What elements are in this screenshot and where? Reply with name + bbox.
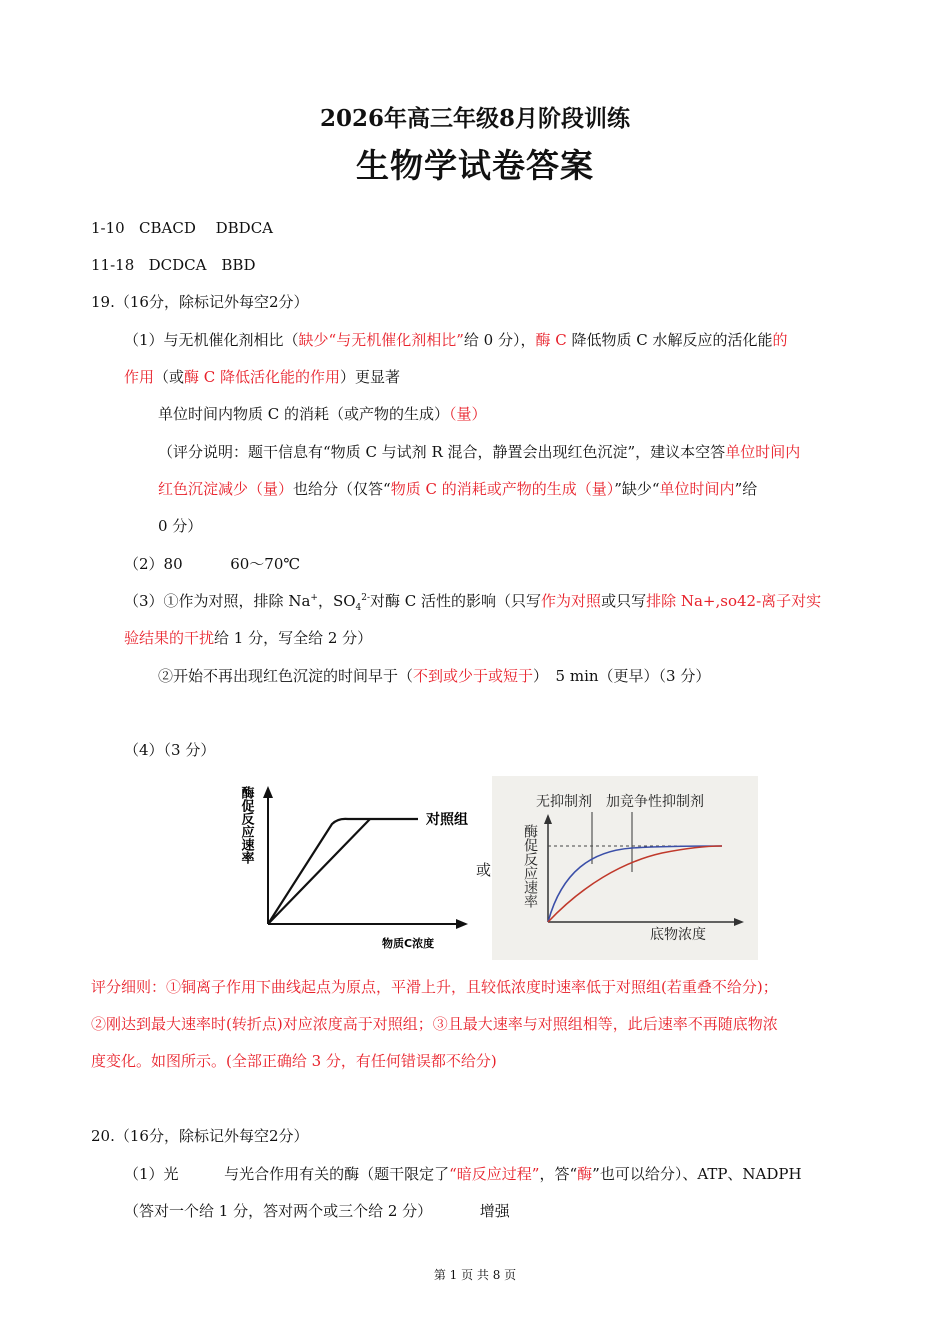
- text: （或: [154, 368, 185, 386]
- answer-range: 1-10: [91, 219, 125, 237]
- text: ） 5 min（更早）（3 分）: [533, 667, 711, 685]
- red-text: 验结果的干扰: [124, 629, 215, 647]
- graph-inhibitor: [492, 776, 758, 960]
- q19-part1-line1: [124, 330, 788, 350]
- text: 或只写: [601, 592, 647, 610]
- graph2-label-competitive: 加竞争性抑制剂: [606, 794, 704, 810]
- text: ”给: [734, 480, 758, 498]
- graph2-label-no-inhibitor: 无抑制剂: [536, 794, 592, 810]
- graph1-series-label: 对照组: [426, 812, 468, 828]
- q20-part1-line1: [124, 1164, 802, 1184]
- text: 60～70℃: [230, 555, 301, 573]
- q19-part4: （4）（3 分）: [124, 741, 216, 759]
- q20-heading: 20.（16分，除标记外每空2分）: [91, 1127, 309, 1145]
- q19-note-line1: [158, 442, 800, 462]
- red-text: 作用: [124, 368, 155, 386]
- red-text: 酶 C: [535, 331, 567, 349]
- red-text: “暗反应过程”: [449, 1165, 540, 1183]
- red-text: 红色沉淀减少（量）: [158, 480, 294, 498]
- red-text: 酶: [577, 1165, 593, 1183]
- answer-range: 11-18: [91, 256, 135, 274]
- text: 对酶 C 活性的影响（只写: [370, 592, 542, 610]
- superscript: +: [310, 593, 318, 603]
- red-text: 不到或少于或短于: [413, 667, 534, 685]
- scoring-rule-line1: 评分细则：①铜离子作用下曲线起点为原点，平滑上升，且较低浓度时速率低于对照组(若重叠不给分)；: [91, 978, 778, 996]
- subscript: 4: [355, 603, 362, 613]
- text: ）更显著: [340, 368, 401, 386]
- text: 给 1 分，写全给 2 分）: [214, 629, 373, 647]
- text: 也给分（仅答“: [293, 480, 391, 498]
- exam-title: 2026年高三年级8月阶段训练: [319, 105, 631, 132]
- text: （1）与无机催化剂相比（: [124, 331, 299, 349]
- answer-row-1: [91, 218, 273, 238]
- exam-subtitle: 生物学试卷答案: [356, 146, 594, 185]
- red-text: 缺少“与无机催化剂相比”: [298, 331, 464, 349]
- q19-part1-line2: [124, 367, 400, 387]
- answer-keys: DCDCA BBD: [148, 256, 256, 274]
- text: （3）①作为对照，排除 Na: [124, 592, 311, 610]
- or-label: 或: [476, 861, 492, 879]
- red-text: 排除 Na+,so42-离子对实: [646, 592, 822, 610]
- text: 单位时间内物质 C 的消耗（或产物的生成）: [158, 405, 450, 423]
- q19-part1-line3: [158, 404, 487, 424]
- text: 给 0 分），: [463, 331, 536, 349]
- red-text: 的: [772, 331, 788, 349]
- text: ，答“: [539, 1165, 578, 1183]
- graph1-ylabel: 酶促反应速率: [238, 786, 254, 864]
- superscript: 2-: [361, 593, 371, 603]
- graph-control-group: [236, 778, 476, 954]
- page-footer: 第 1 页 共 8 页: [433, 1268, 517, 1282]
- q19-note-line3: 0 分）: [158, 517, 203, 535]
- text: ”缺少“: [614, 480, 660, 498]
- red-text: （量）: [449, 405, 487, 423]
- graph2-xlabel: 底物浓度: [650, 927, 706, 943]
- red-text: 单位时间内: [659, 480, 735, 498]
- q19-part2: [124, 554, 300, 574]
- graph1-y-arrow: [263, 786, 273, 798]
- red-text: 作为对照: [541, 592, 602, 610]
- q20-part1-line2: [124, 1201, 510, 1221]
- scoring-rule-line2: ②刚达到最大速率时(转折点)对应浓度高于对照组；③且最大速率与对照组相等，此后速率不再随底物浓: [91, 1015, 778, 1033]
- text: ，SO: [317, 592, 356, 610]
- answer-keys: CBACD DBDCA: [139, 219, 274, 237]
- text: 与光合作用有关的酶（题干限定了: [224, 1165, 450, 1183]
- text: 增强: [479, 1202, 510, 1220]
- graph1-xlabel: 物质C浓度: [382, 937, 435, 950]
- scoring-rule-line3: 度变化。如图所示。(全部正确给 3 分，有任何错误都不给分): [91, 1052, 497, 1070]
- graph2-ylabel: 酶促反应速率: [522, 824, 538, 908]
- graph1-control-curve: [268, 819, 418, 924]
- text: （2）80: [124, 555, 183, 573]
- answer-row-2: [91, 255, 255, 275]
- q19-part3-line1: [124, 591, 821, 611]
- text: ②开始不再出现红色沉淀的时间早于（: [158, 667, 414, 685]
- q19-part3-line3: [158, 666, 710, 686]
- text: （答对一个给 1 分，答对两个或三个给 2 分）: [124, 1202, 433, 1220]
- graph1-x-arrow: [456, 919, 468, 929]
- text: 降低物质 C 水解反应的活化能: [566, 331, 773, 349]
- text: ”也可以给分）、ATP、NADPH: [592, 1165, 802, 1183]
- red-text: 单位时间内: [725, 443, 801, 461]
- q19-part3-line2: [124, 628, 372, 648]
- q19-note-line2: [158, 479, 757, 499]
- text: （评分说明：题干信息有“物质 C 与试剂 R 混合，静置会出现红色沉淀”，建议本空答: [158, 443, 726, 461]
- red-text: 酶 C 降低活化能的作用: [184, 368, 341, 386]
- q19-heading: 19.（16分，除标记外每空2分）: [91, 293, 309, 311]
- text: （1）光: [124, 1165, 179, 1183]
- red-text: 物质 C 的消耗或产物的生成（量）: [390, 480, 615, 498]
- graph1-treatment-curve: [268, 819, 370, 924]
